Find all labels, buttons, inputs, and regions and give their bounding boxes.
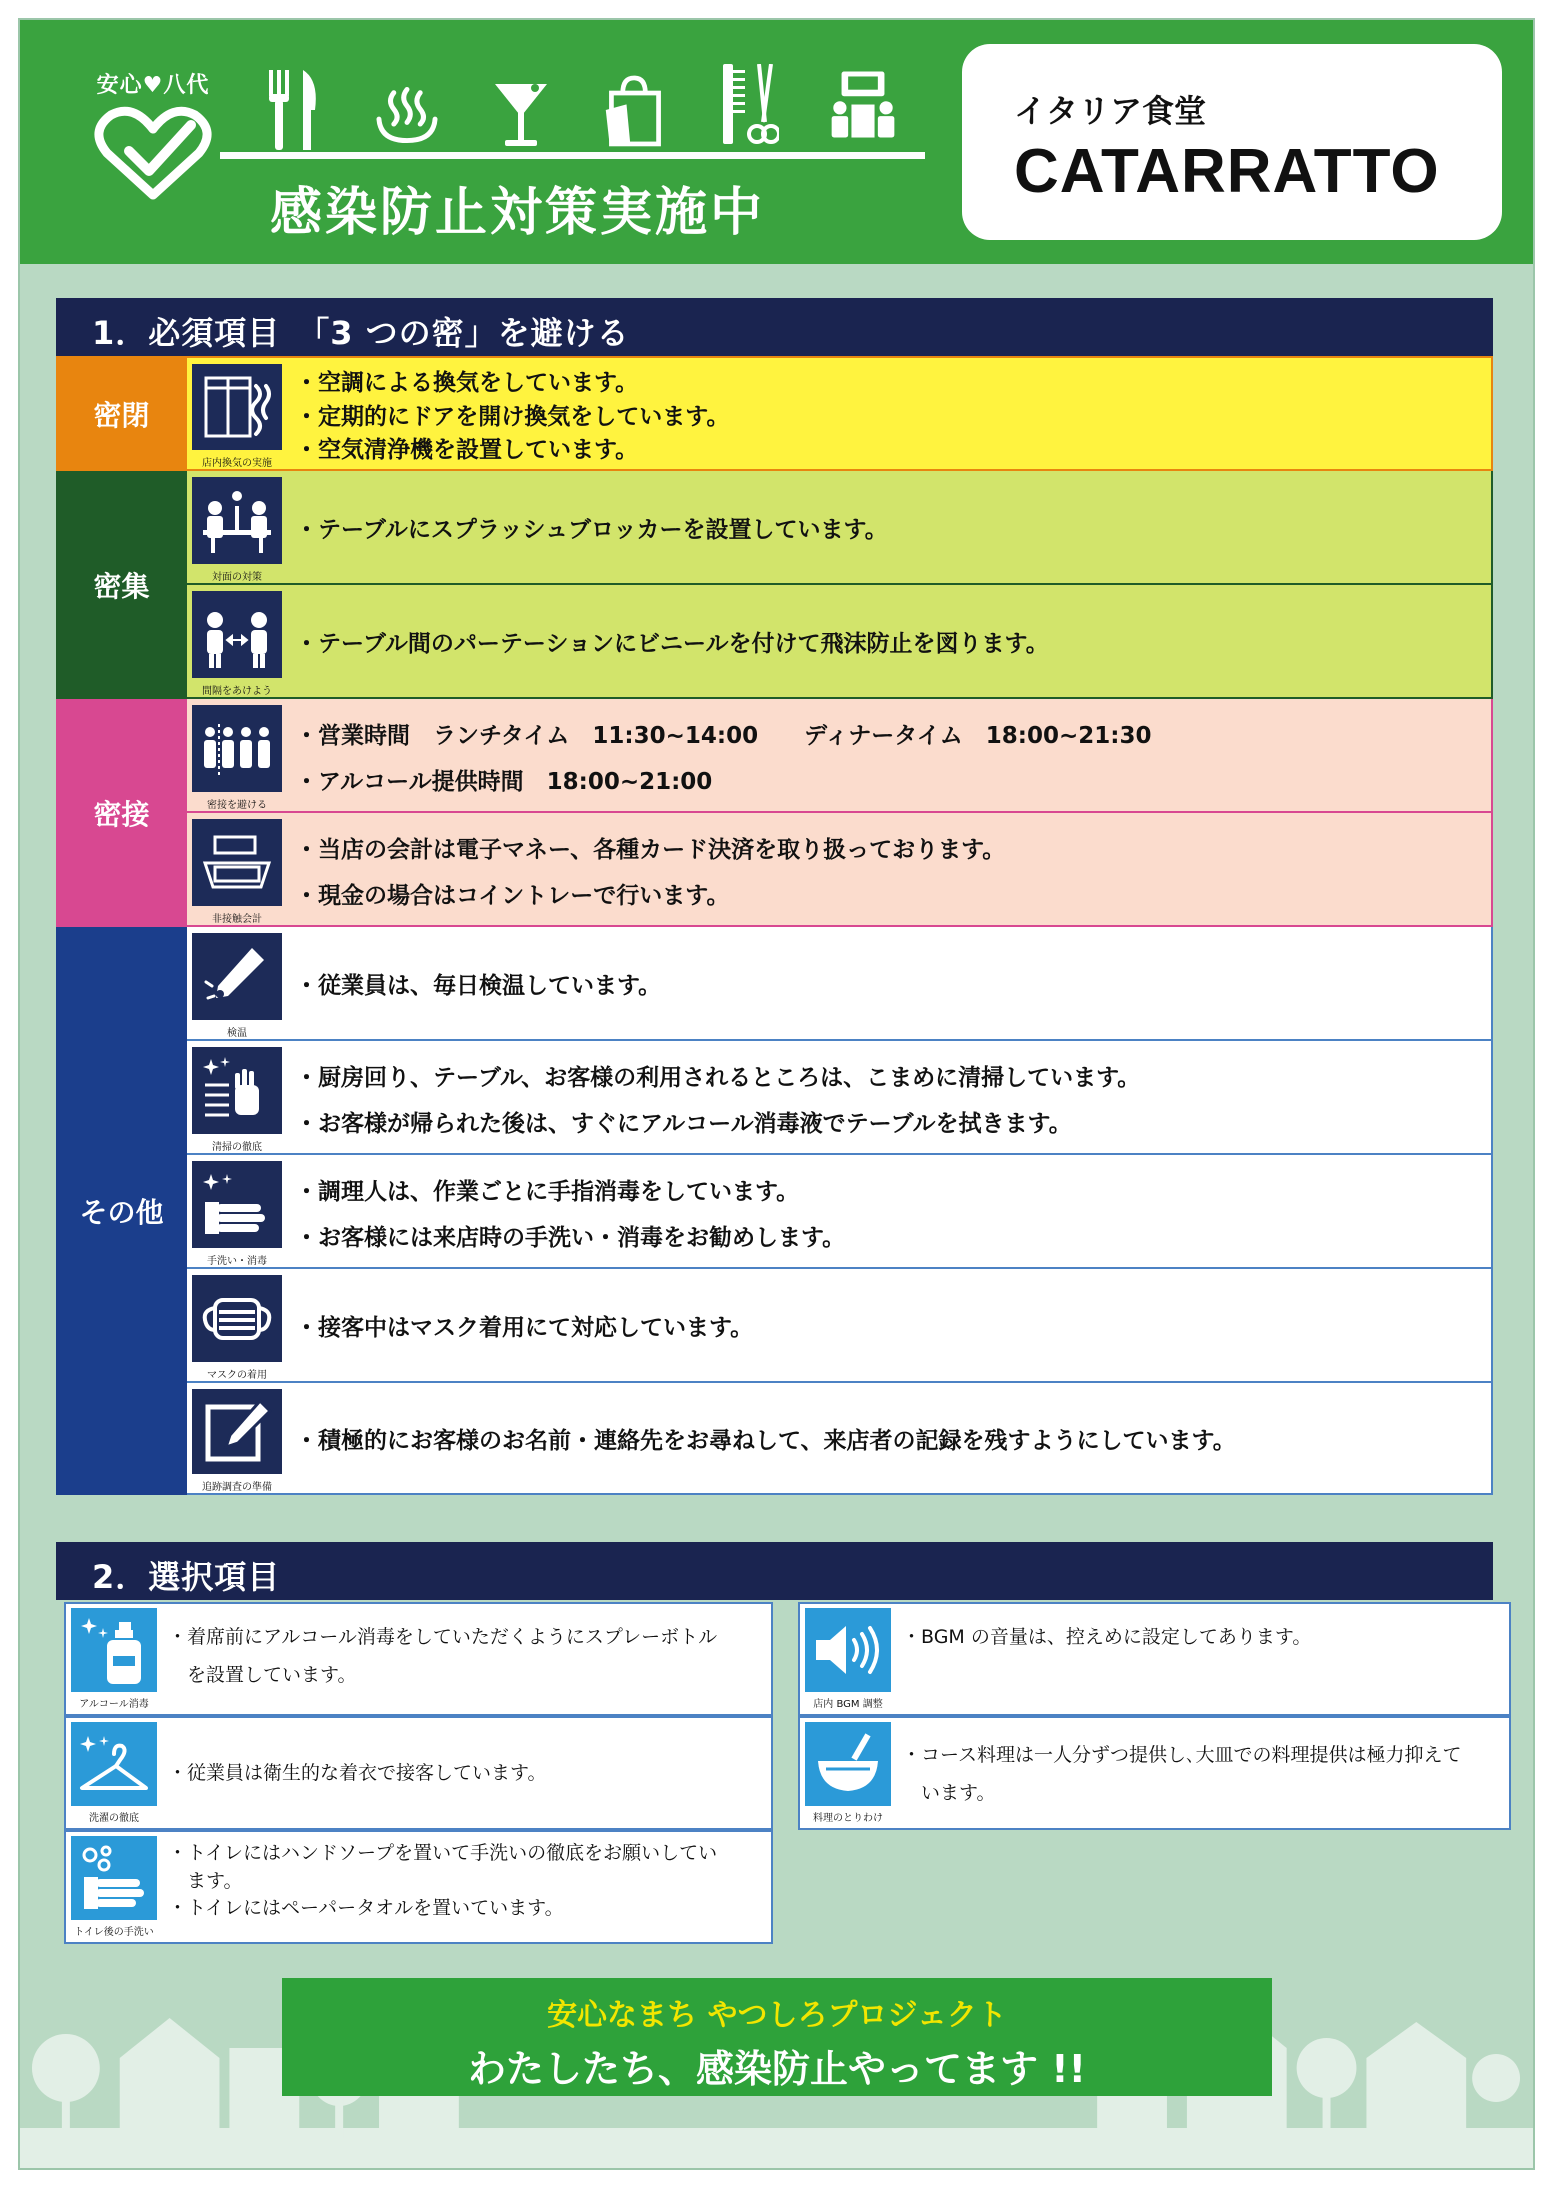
footer-banner <box>282 1978 1272 2096</box>
icon-caption: 検温 <box>227 1028 247 1039</box>
header-banner <box>20 20 1533 264</box>
group-sonota <box>56 927 1493 1495</box>
pencil-note-icon <box>192 1389 282 1474</box>
row-text-line: ・お客様が帰られた後は、すぐにアルコール消毒液でテーブルを拭きます。 <box>295 1111 1072 1137</box>
footer-slogan: わたしたち、感染防止やってます !! <box>468 2047 1086 2091</box>
group-label-misshu: 密集 <box>56 471 187 699</box>
list-item <box>187 1155 1493 1269</box>
spray-bottle-icon <box>71 1608 157 1692</box>
icon-caption: 手洗い・消毒 <box>207 1256 267 1267</box>
icon-caption: アルコール消毒 <box>79 1699 149 1710</box>
row-text-line: ・着席前にアルコール消毒をしていただくようにスプレーボトル <box>168 1626 718 1648</box>
row-text-line: ・空調による換気をしています。 <box>295 370 639 397</box>
hand-wash-icon <box>192 1161 282 1248</box>
icon-caption: 間隔をあけよう <box>202 686 272 697</box>
mask-icon <box>192 1275 282 1362</box>
row-text-line: ・従業員は衛生的な着衣で接客しています。 <box>168 1762 547 1784</box>
row-text-line: ・トイレにはペーパータオルを置いています。 <box>168 1897 564 1920</box>
group-label-mippei: 密閉 <box>56 356 187 471</box>
list-item <box>187 1383 1493 1495</box>
poster <box>18 18 1535 2170</box>
list-item <box>798 1602 1511 1716</box>
cocktail-icon <box>488 70 554 150</box>
meeting-icon <box>830 70 896 150</box>
row-text-line: ・営業時間 ランチタイム 11:30~14:00 ディナータイム 18:00~21:30 <box>295 723 1152 749</box>
header-divider <box>220 152 925 159</box>
icon-caption: 非接触会計 <box>212 914 262 925</box>
hanger-icon <box>71 1722 157 1806</box>
list-item <box>187 1041 1493 1155</box>
cleaning-icon <box>192 1047 282 1134</box>
required-items-section <box>56 298 1493 1495</box>
row-text-line: ・定期的にドアを開け換気をしています。 <box>295 403 730 430</box>
row-text-line: ・従業員は、毎日検温しています。 <box>295 973 662 1000</box>
row-text-line: ・トイレにはハンドソープを置いて手洗いの徹底をお願いしてい <box>168 1842 718 1864</box>
group-label-missetsu: 密接 <box>56 699 187 927</box>
optional-items-section <box>56 1542 1493 1600</box>
page-title: 感染防止対策実施中 <box>270 183 766 243</box>
list-item <box>798 1716 1511 1830</box>
icon-caption: 清掃の徹底 <box>212 1142 262 1153</box>
crowd-avoid-icon <box>192 705 282 792</box>
group-misshu <box>56 471 1493 699</box>
icon-caption: 密接を避ける <box>207 800 267 811</box>
row-text-line: います。 <box>902 1782 996 1804</box>
hot-spring-icon <box>374 70 440 150</box>
list-item <box>187 356 1493 471</box>
row-text-line: ・現金の場合はコイントレーで行います。 <box>295 883 730 909</box>
section-2-title: 2．選択項目 <box>56 1542 1493 1600</box>
row-text-line: を設置しています。 <box>168 1664 357 1686</box>
ventilation-icon <box>192 364 282 450</box>
project-name: 安心なまち やつしろプロジェクト <box>547 1998 1007 2033</box>
row-text-line: ・BGM の音量は、控えめに設定してあります。 <box>902 1626 1312 1648</box>
icon-caption: 対面の対策 <box>212 572 262 583</box>
heart-check-icon <box>93 103 213 203</box>
row-text-line: ・調理人は、作業ごとに手指消毒をしています。 <box>295 1179 800 1205</box>
group-missetsu <box>56 699 1493 927</box>
group-label-sonota: その他 <box>56 927 187 1495</box>
row-text-line: ・お客様には来店時の手洗い・消毒をお勧めします。 <box>295 1225 846 1251</box>
icon-caption: 料理のとりわけ <box>813 1813 883 1824</box>
row-text-line: ・厨房回り、テーブル、お客様の利用されるところは、こまめに清掃しています。 <box>295 1065 1141 1091</box>
row-text-line: ・積極的にお客様のお名前・連絡先をお尋ねして、来店者の記録を残すようにしています。 <box>295 1428 1236 1455</box>
comb-scissors-icon <box>716 70 782 150</box>
row-text-line: ・当店の会計は電子マネー、各種カード決済を取り扱っております。 <box>295 837 1006 863</box>
section-1-title: 1．必須項目 「3 つの密」を避ける <box>56 298 1493 356</box>
row-text-line: ・テーブル間のパーテーションにビニールを付けて飛沫防止を図ります。 <box>295 631 1049 658</box>
list-item <box>64 1602 773 1716</box>
anshin-yatsushiro-logo: 安心♥八代 <box>78 68 228 207</box>
fork-knife-icon <box>260 70 326 150</box>
icon-caption: トイレ後の手洗い <box>74 1927 154 1938</box>
icon-caption: 追跡調査の準備 <box>202 1482 272 1493</box>
face-to-face-icon <box>192 477 282 564</box>
facility-icons <box>260 60 940 150</box>
icon-caption: マスクの着用 <box>207 1370 267 1381</box>
shopping-bag-icon <box>602 70 668 150</box>
list-item <box>64 1716 773 1830</box>
speaker-icon <box>805 1608 891 1692</box>
row-text-line: ・接客中はマスク着用にて対応しています。 <box>295 1315 754 1342</box>
row-text-line: ・コース料理は一人分ずつ提供し､大皿での料理提供は極力抑えて <box>902 1744 1462 1766</box>
list-item <box>187 699 1493 813</box>
list-item <box>187 927 1493 1041</box>
thermometer-icon <box>192 933 282 1020</box>
icon-caption: 店内 BGM 調整 <box>813 1699 883 1710</box>
soap-hands-icon <box>71 1836 157 1920</box>
icon-caption: 店内換気の実施 <box>202 458 272 469</box>
shop-name: CATARRATTO <box>1014 137 1440 206</box>
shop-name-box <box>962 44 1502 240</box>
row-text-line: ・テーブルにスプラッシュブロッカーを設置しています。 <box>295 517 888 544</box>
cash-tray-icon <box>192 819 282 906</box>
group-mippei <box>56 356 1493 471</box>
distance-icon <box>192 591 282 678</box>
row-text-line: ます。 <box>168 1869 243 1892</box>
list-item <box>64 1830 773 1944</box>
row-text-line: ・アルコール提供時間 18:00~21:00 <box>295 769 713 795</box>
list-item <box>187 1269 1493 1383</box>
shop-category: イタリア食堂 <box>1014 92 1207 130</box>
row-text-line: ・空気清浄機を設置しています。 <box>295 437 639 464</box>
list-item <box>187 585 1493 699</box>
list-item <box>187 813 1493 927</box>
icon-caption: 洗濯の徹底 <box>89 1813 139 1824</box>
list-item <box>187 471 1493 585</box>
serving-bowl-icon <box>805 1722 891 1806</box>
